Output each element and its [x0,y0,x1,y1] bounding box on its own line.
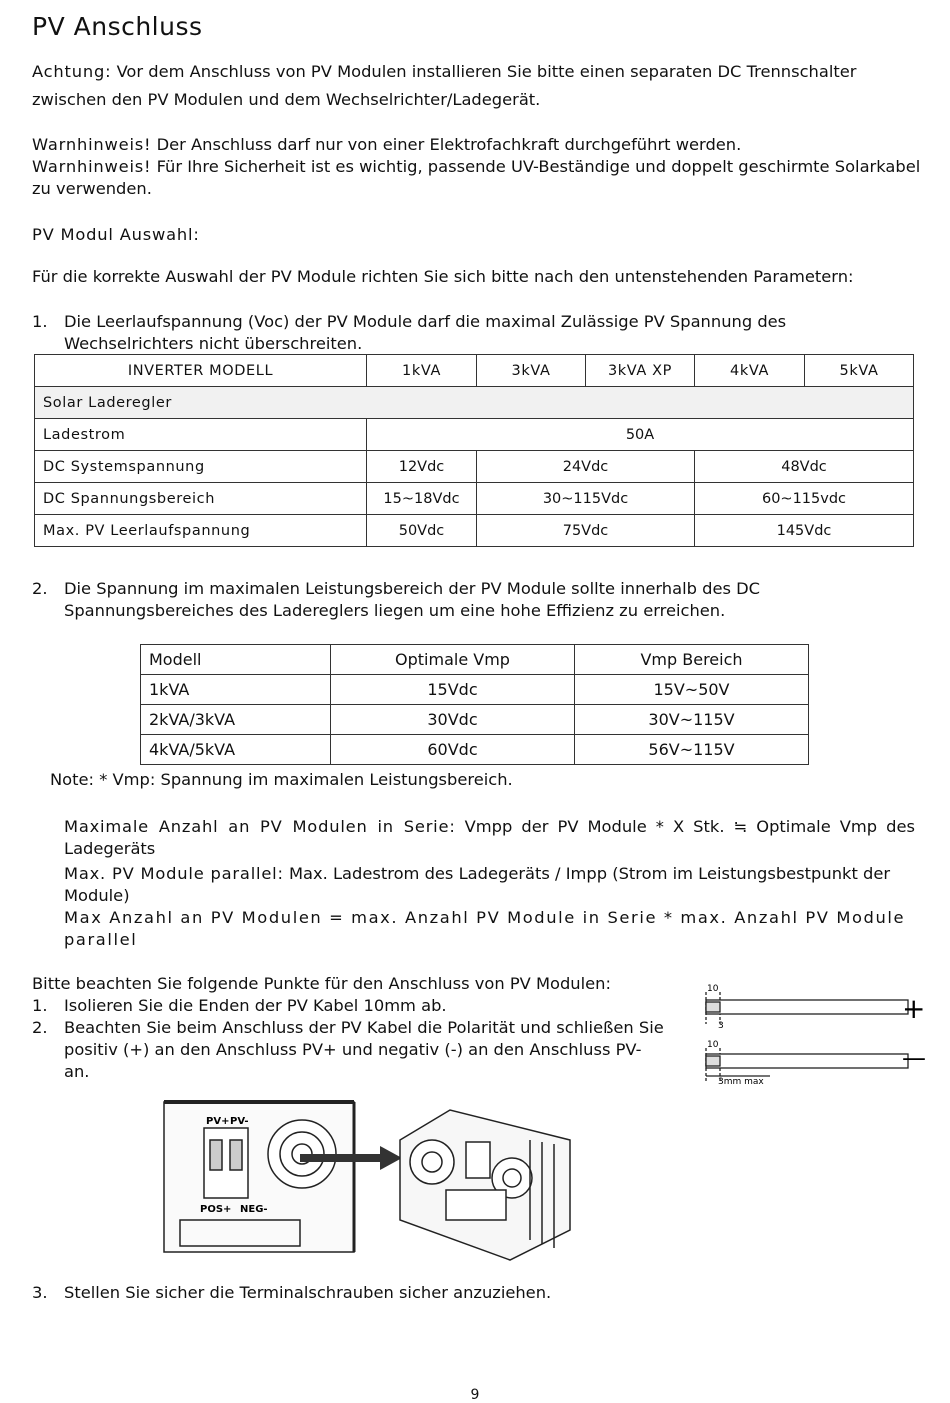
page-number: 9 [470,1387,480,1403]
row-label: DC Systemspannung [35,451,367,483]
cell-value: 145Vdc [695,515,914,547]
cell-value: 56V~115V [575,735,809,765]
selection-item-2 [32,578,915,622]
row-label: Ladestrom [35,419,367,451]
label-pos: POS+ [200,1204,232,1215]
table-note: Note: * Vmp: Spannung im maximalen Leistungsbereich. [50,770,513,789]
plus-sign: + [902,992,926,1025]
table-header-cell: 1kVA [367,355,477,387]
formula-series-label: Maximale Anzahl an PV Modulen in Serie: [64,817,456,836]
table-header-cell: Optimale Vmp [331,645,575,675]
row-label: 1kVA [141,675,331,705]
item-2-text: Die Spannung im maximalen Leistungsbereich der PV Module sollte innerhalb des DC Spannungsbereiches des Ladereglers liegen um eine hohe Effizienz zu erreichen. [64,579,761,620]
row-label: DC Spannungsbereich [35,483,367,515]
connection-intro: Bitte beachten Sie folgende Punkte für den Anschluss von PV Modulen: [32,974,611,993]
table-header-cell: INVERTER MODELL [35,355,367,387]
table-header-cell: Modell [141,645,331,675]
table-row [35,483,914,515]
section-label: Solar Laderegler [35,387,914,419]
achtung-paragraph [32,58,922,114]
item-2-number: 2. [32,579,48,598]
item-1-text: Die Leerlaufspannung (Voc) der PV Module darf die maximal Zulässige PV Spannung des Wechselrichters nicht überschreiten. [64,312,787,353]
table-row [35,419,914,451]
table-section-row [35,387,914,419]
cell-value: 15~18Vdc [367,483,477,515]
step-3-text: Stellen Sie sicher die Terminalschrauben sicher anzuziehen. [64,1283,552,1302]
achtung-text: Vor dem Anschluss von PV Modulen installieren Sie bitte einen separaten DC Trennschalter zwischen den PV Modulen und dem Wechselrichter/Ladegerät. [32,62,857,109]
label-pv-plus: PV+ [206,1116,230,1127]
connection-step-1 [32,995,672,1017]
formula-parallel [64,863,915,907]
cell-value: 48Vdc [695,451,914,483]
row-label: 4kVA/5kVA [141,735,331,765]
cell-value: 50Vdc [367,515,477,547]
cell-value: 12Vdc [367,451,477,483]
cell-value: 30Vdc [331,705,575,735]
page-title: PV Anschluss [32,12,203,41]
table-header-cell: Vmp Bereich [575,645,809,675]
inverter-terminal-illustration [150,1080,585,1280]
cell-value: 24Vdc [477,451,695,483]
selection-item-1 [32,311,915,355]
row-label: 2kVA/3kVA [141,705,331,735]
table-row [35,451,914,483]
formula-series [64,816,915,860]
formula-total: Max Anzahl an PV Modulen = max. Anzahl PV Module in Serie * max. Anzahl PV Module parallel [64,908,906,949]
label-pv-minus: PV- [230,1116,249,1127]
label-neg: NEG- [240,1204,268,1215]
cell-value: 30~115Vdc [477,483,695,515]
cell-value: 75Vdc [477,515,695,547]
cell-value: 15Vdc [331,675,575,705]
formula-parallel-label: Max. PV Module parallel: [64,864,284,883]
connection-step-2 [32,1017,672,1083]
formula-parallel-text: Max. Ladestrom des Ladegeräts / Impp (Strom im Leistungsbestpunkt der Module) [64,864,891,905]
vmp-table [140,644,809,765]
warning-1-text: Der Anschluss darf nur von einer Elektrofachkraft durchgeführt werden. [156,135,742,154]
selection-heading: PV Modul Auswahl: [32,225,200,244]
cell-value: 15V~50V [575,675,809,705]
cell-value: 30V~115V [575,705,809,735]
item-1-number: 1. [32,312,48,331]
minus-sign: — [902,1044,926,1072]
table-row [141,675,809,705]
cable-strip-diagram [690,978,930,1088]
warning-2-text: Für Ihre Sicherheit ist es wichtig, passende UV-Beständige und doppelt geschirmte Solarkabel zu verwenden. [32,157,921,198]
table-header-cell: 3kVA [477,355,586,387]
achtung-label: Achtung: [32,62,112,81]
cell-value: 60~115vdc [695,483,914,515]
table-row [141,705,809,735]
table-header-cell: 5kVA [805,355,914,387]
table-row [35,515,914,547]
table-header-row [141,645,809,675]
table-header-row [35,355,914,387]
selection-intro: Für die korrekte Auswahl der PV Module richten Sie sich bitte nach den untenstehenden Parametern: [32,267,854,286]
table-header-cell: 3kVA XP [586,355,695,387]
cell-value: 50A [367,419,914,451]
warning-2 [32,156,922,200]
connection-step-3 [32,1282,672,1304]
cell-value: 60Vdc [331,735,575,765]
step-1-text: Isolieren Sie die Enden der PV Kabel 10mm ab. [64,996,447,1015]
table-header-cell: 4kVA [695,355,805,387]
dim-label-3mm: 3mm max [718,1077,764,1087]
warning-2-label: Warnhinweis! [32,157,152,176]
row-label: Max. PV Leerlaufspannung [35,515,367,547]
step-2-text: Beachten Sie beim Anschluss der PV Kabel die Polarität und schließen Sie positiv (+) an den Anschluss PV+ und negativ (-) an den Anschluss PV- an. [64,1018,664,1081]
inverter-table [34,354,914,547]
step-3-number: 3. [32,1283,48,1302]
table-row [141,735,809,765]
warning-1-label: Warnhinweis! [32,135,152,154]
dim-label-3: 3 [718,1021,724,1031]
dim-label-10: 10 [707,984,719,994]
formula-series-text: Vmpp der PV Module * X Stk. ≒ Optimale Vmp des Ladegeräts [64,817,915,858]
step-1-number: 1. [32,996,48,1015]
warning-1 [32,134,922,156]
dim-label-10b: 10 [707,1040,719,1050]
step-2-number: 2. [32,1018,48,1037]
